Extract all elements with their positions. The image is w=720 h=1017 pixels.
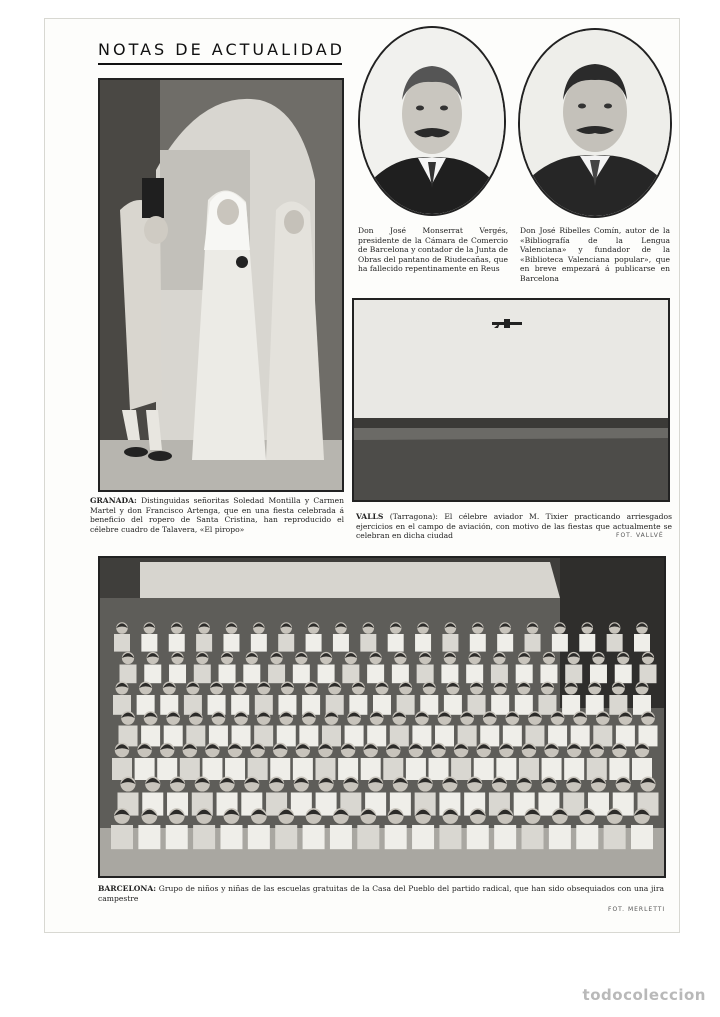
- barcelona-caption-text: Grupo de niños y niñas de las escuelas gratuitas de la Casa del Pueblo del partido radical, que han sido obsequiados con una jira campestre: [98, 884, 664, 903]
- valls-caption-text: (Tarragona): El célebre aviador M. Tixier practicando arriesgados ejercicios en el campo de aviación, con motivo de las fiestas que actualmente se celebran en dicha ciudad: [356, 512, 672, 541]
- title-underline: [98, 63, 342, 65]
- valls-photo-credit: FOT. VALLVÉ: [616, 532, 664, 539]
- granada-photo: [98, 78, 344, 492]
- watermark-logo: todocoleccion: [582, 986, 706, 1004]
- valls-place: VALLS: [356, 512, 384, 521]
- barcelona-photo: [98, 556, 666, 878]
- barcelona-photo-credit: FOT. MERLETTI: [608, 906, 666, 913]
- granada-place: GRANADA:: [90, 496, 137, 505]
- granada-caption: [90, 496, 344, 534]
- page-header: [98, 40, 345, 65]
- granada-caption-text: Distinguidas señoritas Soledad Montilla y Carmen Martel y don Francisco Artenga, que en una fiesta celebrada á beneficio del ropero de Santa Cristina, han reproducido el célebre cuadro de Talavera, «El piropo»: [90, 496, 344, 534]
- barcelona-caption: [98, 884, 664, 903]
- valls-photo: [352, 298, 670, 502]
- barcelona-place: BARCELONA:: [98, 884, 157, 893]
- portrait-left-photo: [358, 26, 506, 216]
- page-title: NOTAS DE ACTUALIDAD: [98, 40, 345, 59]
- portrait-left-caption: Don José Monserrat Vergés, presidente de la Cámara de Comercio de Barcelona y contador de la Junta de Obras del pantano de Riudecañas, que ha fallecido repentinamente en Reus: [358, 226, 508, 274]
- portrait-right-caption: Don José Ribelles Comín, autor de la «Bibliografía de la Lengua Valenciana» y fundador de la «Biblioteca Valenciana popular», que en breve empezará á publicarse en Barcelona: [520, 226, 670, 283]
- portrait-right-photo: [518, 28, 672, 218]
